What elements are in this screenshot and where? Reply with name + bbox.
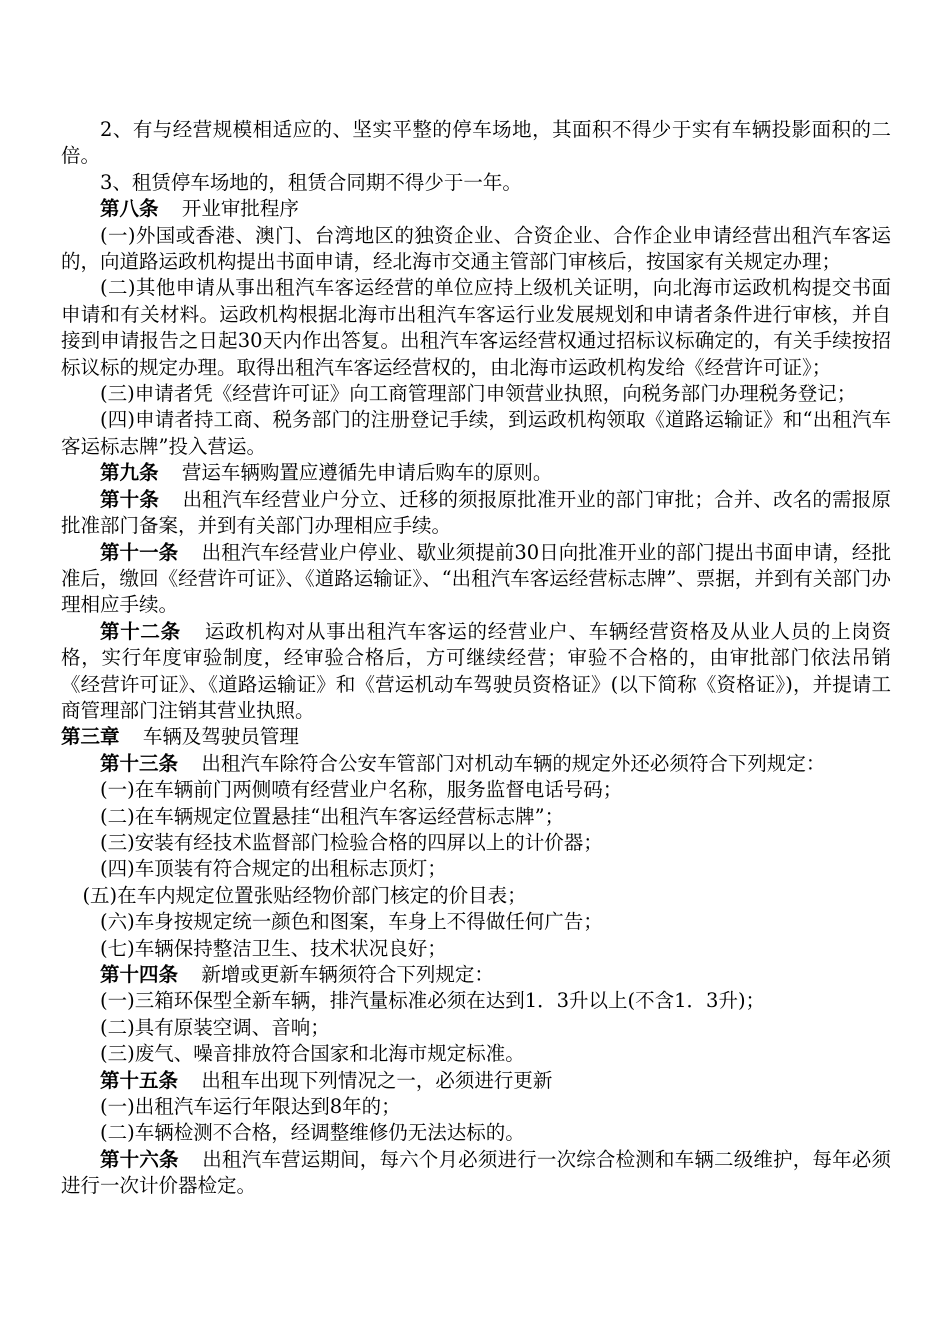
article-heading: 第十四条 (100, 963, 179, 986)
paragraph-text: (二)车辆检测不合格，经调整维修仍无法达标的。 (100, 1121, 525, 1145)
paragraph-text: (一)外国或香港、澳门、台湾地区的独资企业、合资企业、合作企业申请经营出租汽车客运的，向道路运政机构提出书面申请，经北海市交通主管部门审核后，按国家有关规定办理； (61, 223, 891, 274)
paragraph-text: (四)申请者持工商、税务部门的注册登记手续，到运政机构领取《道路运输证》和“出租汽车客运标志牌”投入营运。 (61, 408, 891, 458)
paragraph-text: 运政机构对从事出租汽车客运的经营业户、车辆经营资格及从业人员的上岗资格，实行年度审验制度，经审验合格后，方可继续经营；审验不合格的，由审批部门依法吊销《经营许可证》、《道路运输证》和《营运机动车驾驶员资格证》(以下简称《资格证》)，并提请工商管理部门注销其营业执照。 (61, 619, 891, 722)
article-heading: 第十一条 (100, 540, 179, 564)
paragraph-p15 (61, 804, 891, 830)
article-heading: 第十五条 (100, 1068, 179, 1092)
paragraph-p26 (61, 1094, 891, 1120)
paragraph-p21 (61, 962, 891, 988)
paragraph-text: 出租汽车除符合公安车管部门对机动车辆的规定外还必须符合下列规定： (201, 751, 826, 775)
paragraph-text: (三)安装有经技术监督部门检验合格的四屏以上的计价器； (100, 830, 603, 854)
paragraph-text: (一)三箱环保型全新车辆，排汽量标准必须在达到1．3升以上(不含1．3升)； (100, 989, 766, 1013)
article-heading: 第九条 (100, 461, 159, 485)
paragraph-p4 (61, 223, 891, 276)
paragraph-p12 (61, 724, 891, 750)
paragraph-text: (二)其他申请从事出租汽车客运经营的单位应持上级机关证明，向北海市运政机构提交书面申请和有关材料。运政机构根据北海市出租汽车客运行业发展规划和申请者条件进行审核，并自接到申请报告之日起30天内作出答复。出租汽车客运经营权通过招标议标确定的，有关手续按招标议标的规定办理。取得出租汽车客运经营权的，由北海市运政机构发给《经营许可证》； (61, 276, 891, 379)
paragraph-text: 2、有与经营规模相适应的、坚实平整的停车场地，其面积不得少于实有车辆投影面积的二倍。 (61, 118, 891, 168)
paragraph-text: 出租车出现下列情况之一，必须进行更新 (201, 1068, 553, 1092)
paragraph-text: (五)在车内规定位置张贴经物价部门核定的价目表； (82, 883, 527, 907)
paragraph-p19 (61, 909, 891, 935)
paragraph-text: 营运车辆购置应遵循先申请后购车的原则。 (181, 461, 553, 485)
paragraph-p23 (61, 1015, 891, 1041)
paragraph-text: 出租汽车经营业户停业、歇业须提前30日向批准开业的部门提出书面申请，经批准后，缴回《经营许可证》、《道路运输证》、“出租汽车客运经营标志牌”、票据，并到有关部门办理相应手续。 (61, 540, 891, 617)
paragraph-text: 车辆及驾驶员管理 (142, 725, 299, 749)
paragraph-p16 (61, 830, 891, 856)
paragraph-p25 (61, 1068, 891, 1094)
article-heading: 第十二条 (100, 619, 181, 643)
paragraph-p10 (61, 540, 891, 619)
paragraph-p20 (61, 936, 891, 962)
paragraph-p14 (61, 777, 891, 803)
article-heading: 第三章 (61, 725, 120, 749)
paragraph-text: 3、租赁停车场地的，租赁合同期不得少于一年。 (100, 170, 522, 194)
paragraph-text: (四)车顶装有符合规定的出租标志顶灯； (100, 857, 447, 881)
paragraph-text: (一)在车辆前门两侧喷有经营业户名称，服务监督电话号码； (100, 778, 623, 802)
paragraph-p8 (61, 460, 891, 486)
paragraph-p17 (61, 856, 891, 882)
paragraph-p1 (61, 117, 891, 170)
paragraph-text: (七)车辆保持整洁卫生、技术状况良好； (100, 936, 447, 960)
article-heading: 第八条 (100, 197, 159, 221)
paragraph-p18 (61, 883, 891, 909)
paragraph-text: (三)申请者凭《经营许可证》向工商管理部门申领营业执照，向税务部门办理税务登记； (100, 382, 857, 406)
paragraph-p27 (61, 1120, 891, 1146)
paragraph-p3 (61, 196, 891, 222)
paragraph-text: (一)出租汽车运行年限达到8年的； (100, 1095, 401, 1119)
article-heading: 第十条 (100, 487, 160, 511)
paragraph-text: (二)在车辆规定位置悬挂“出租汽车客运经营标志牌”； (100, 804, 565, 828)
paragraph-text: 出租汽车经营业户分立、迁移的须报原批准开业的部门审批；合并、改名的需报原批准部门备案，并到有关部门办理相应手续。 (61, 487, 891, 538)
paragraph-text: (三)废气、噪音排放符合国家和北海市规定标准。 (100, 1042, 525, 1066)
paragraph-p24 (61, 1041, 891, 1067)
document-page (61, 117, 891, 1200)
article-heading: 第十六条 (100, 1147, 179, 1171)
paragraph-p6 (61, 381, 891, 407)
paragraph-text: 出租汽车营运期间，每六个月必须进行一次综合检测和车辆二级维护，每年必须进行一次计价器检定。 (61, 1147, 891, 1198)
article-heading: 第十三条 (100, 751, 179, 775)
paragraph-p7 (61, 407, 891, 460)
paragraph-p11 (61, 619, 891, 725)
paragraph-p2 (61, 170, 891, 196)
paragraph-p5 (61, 275, 891, 381)
paragraph-text: 开业审批程序 (181, 197, 299, 221)
paragraph-p28 (61, 1147, 891, 1200)
paragraph-p9 (61, 487, 891, 540)
paragraph-text: 新增或更新车辆须符合下列规定： (201, 963, 494, 986)
paragraph-p22 (61, 988, 891, 1014)
paragraph-text: (二)具有原装空调、音响； (100, 1015, 330, 1039)
paragraph-text: (六)车身按规定统一颜色和图案，车身上不得做任何广告； (100, 910, 603, 934)
paragraph-p13 (61, 751, 891, 777)
